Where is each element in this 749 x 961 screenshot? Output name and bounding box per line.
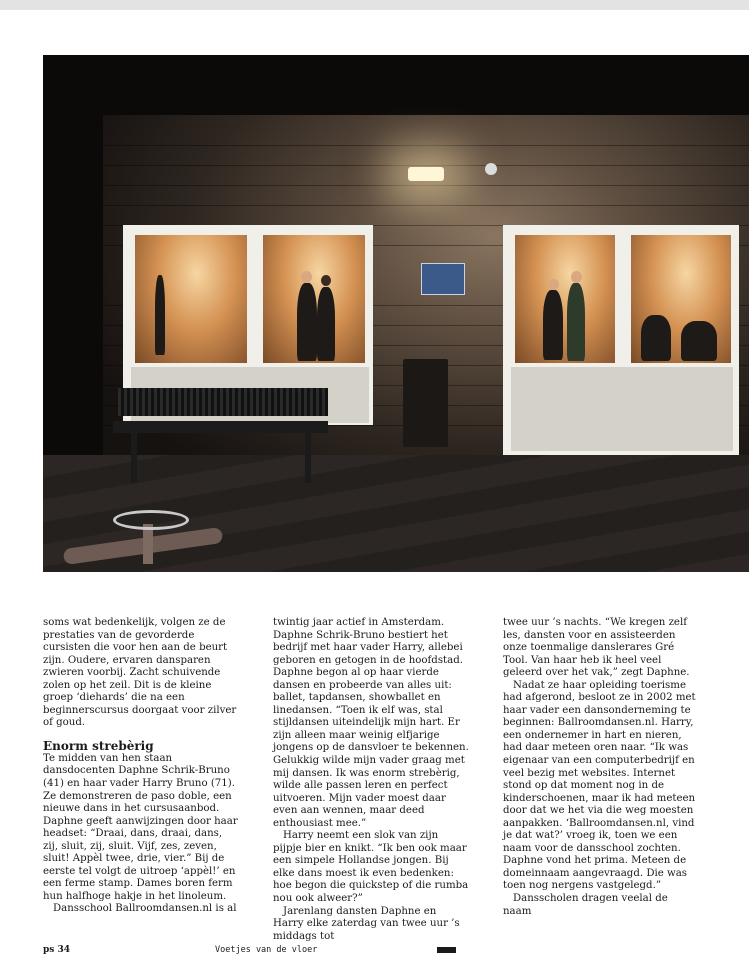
paragraph: Dansscholen dragen veelal de naam [503,893,668,917]
bench [118,388,328,416]
window-lower-panel [511,367,733,451]
top-bar [0,0,749,10]
paragraph: Dansschool Ballroomdansen.nl is al [53,903,237,915]
trash-bin [403,359,448,447]
paragraph: Harry neemt een slok van zijn pijpje bier en knikt. “Ik ben ook maar een simpele Hollandse jongen. Bij elke dans moest ik even bedenken: hoe begon die quickstep of die rumba nou ook alweer?” [273,830,469,905]
paragraph: Jarenlang dansten Daphne en Harry elke zaterdag van twee uur ’s middags tot [273,905,460,942]
subheading: Enorm strebèrig [43,738,154,753]
security-camera [485,163,497,175]
bench-seat [113,421,328,433]
window-pane [515,235,615,363]
footer-mark [437,947,456,953]
article-column-1 [43,617,239,916]
page-number: ps 34 [43,945,71,955]
article-photo [43,55,749,572]
paragraph: twee uur ’s nachts. “We kregen zelf les, dansten voor en assisteerden onze toenmalige danslerares Gré Tool. Van haar heb ik heel veel geleerd over het vak,” zegt Daphne. [503,617,690,679]
window-pane [631,235,731,363]
paragraph: Te midden van hen staan dansdocenten Daphne Schrik-Bruno (41) en haar vader Harry Bruno (71). Ze demonstreren de paso doble, een nieuwe dans in het cursusaanbod. Daphne geeft aanwijzingen door haar headset: “Draai, dans, draai, dans, zij, sluit, zij, sluit. Vijf, zes, zeven, sluit! Appèl twee, drie, vier.” Bij de eerste tel volgt de uitroep ‘appèl!’ en een ferme stamp. Dames boren ferm hun halfhoge hakje in het linoleum. [43,752,238,902]
window-pane [135,235,247,363]
article-column-2 [273,617,469,943]
playground-toy [113,510,183,572]
wall-sign [421,263,465,295]
wall-lamp [408,167,444,181]
running-title: Voetjes van de vloer [215,945,318,955]
paragraph: twintig jaar actief in Amsterdam. Daphne Schrik-Bruno bestiert het bedrijf met haar vader Harry, allebei geboren en getogen in de hoofdstad. Daphne begon al op haar vierde dansen en probeerde van alles uit: ballet, tapdansen, showballet en linedansen. “Toen ik elf was, stal stijldansen uiteindelijk mijn hart. Er zijn alleen maar weinig elfjarige jongens op de dansvloer te bekennen. Gelukkig wilde mijn vader graag met mij dansen. Ik was enorm strebèrig, wilde alle passen leren en perfect uitvoeren. Mijn vader moest daar even aan wennen, maar deed enthousiast mee.” [273,617,469,829]
paragraph: Nadat ze haar opleiding toerisme had afgerond, besloot ze in 2002 met haar vader een dansonderneming te beginnen: Ballroomdansen.nl. Harry, een ondernemer in hart en nieren, had daar meteen oren naar. “Ik was eigenaar van een computerbedrijf en veel bezig met websites. Internet stond op dat moment nog in de kinderschoenen, maar ik had meteen door dat we het via die weg moesten aanpakken. ‘Ballroomdansen.nl, vind je dat wat?’ vroeg ik, toen we een naam voor de dansschool zochten. Daphne vond het prima. Meteen de domeinnaam aangevraagd. Die was toen nog nergens vastgelegd.” [503,679,696,892]
paragraph: soms wat bedenkelijk, volgen ze de prestaties van de gevorderde cursisten die voor hen aan de beurt zijn. Oudere, ervaren dansparen zwieren voorbij. Zacht schuivende zolen op het zeil. Dit is de kleine groep ‘diehards’ die na een beginnerscursus doorgaat voor zilver of goud. [43,617,237,729]
article-column-3 [503,617,699,918]
window-pane [263,235,365,363]
